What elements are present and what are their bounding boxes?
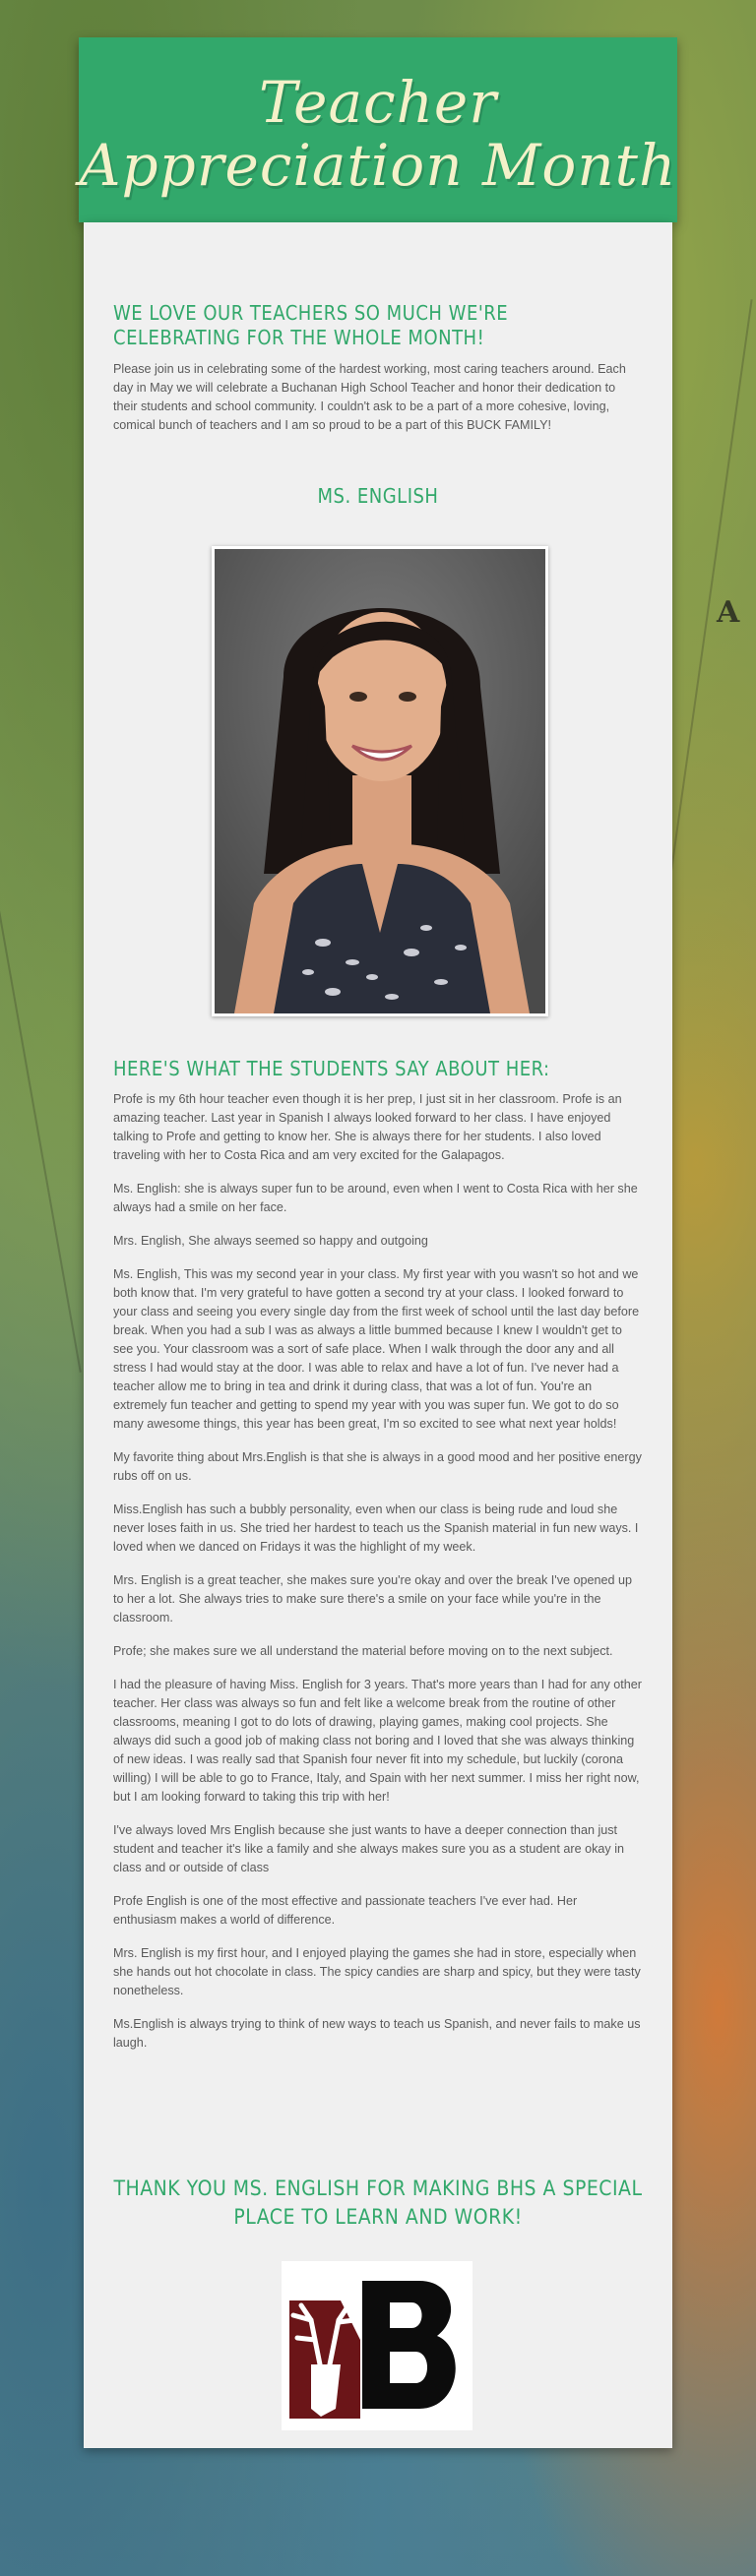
map-border-line <box>0 694 82 1373</box>
student-quote: Profe English is one of the most effective and passionate teachers I've ever had. Her enthusiasm makes a world of difference. <box>113 1894 578 1927</box>
map-letter: A <box>717 595 740 630</box>
student-quote: I had the pleasure of having Miss. English for 3 years. That's more years than I had for any other teacher. Her class was always so fun and felt like a welcome break from the routine of other classrooms, meaning I got to do lots of drawing, playing games, making cool projects. She always did such a good job of making class not boring and I loved that she was always thinking of new ideas. I was really sad that Spanish four never fit into my schedule, but luckily (corona willing) I will be able to go to France, Italy, and Spain with her next summer. I miss her right now, but I am looking forward to taking this trip with her! <box>113 1678 642 1804</box>
teacher-name: MS. ENGLISH <box>317 484 439 508</box>
content-card <box>84 222 672 2448</box>
student-quote: Profe is my 6th hour teacher even though it is her prep, I just sit in her classroom. Profe is an amazing teacher. Last year in Spanish I always looked forward to her class. I have enjoyed talking to Profe and getting to know her. She is always there for her students. I also loved traveling with her to Costa Rica and am very excited for the Galapagos. <box>113 1092 622 1162</box>
student-quote: Ms. English, This was my second year in your class. My first year with you wasn't so hot and we both know that. I'm very grateful to have gotten a second try at your class. I looked forward to your class and seeing you every single day from the first week of school until the last day before break. When you had a sub I was as always a little bummed because I knew I wouldn't get to see you. Your classroom was a sort of safe place. When I walk through the door any and all stress I had would stay at the door. I was able to relax and have a lot of fun. I've never had a teacher allow me to bring in tea and drink it during class, that was a lot of fun. You're an extremely fun teacher and getting to spend my year with you was super fun. We got to do so many awesome things, this year has been great, I'm so excited to see what next year holds! <box>113 1267 640 1431</box>
school-logo <box>282 2261 472 2430</box>
page-title <box>79 71 677 197</box>
deer-b-logo-icon <box>282 2261 472 2430</box>
students-heading: HERE'S WHAT THE STUDENTS SAY ABOUT HER: <box>113 1057 550 1080</box>
student-quote: Mrs. English is a great teacher, she makes sure you're okay and over the break I've opened up to her a lot. She always tries to make sure there's a smile on your face while you're in the classroom. <box>113 1573 633 1625</box>
student-quote: Profe; she makes sure we all understand the material before moving on to the next subject. <box>113 1644 613 1658</box>
student-quote: Mrs. English, She always seemed so happy and outgoing <box>113 1234 428 1248</box>
title-line-1: Teacher <box>259 69 497 136</box>
students-section <box>113 1057 643 2067</box>
closing-heading: THANK YOU MS. ENGLISH FOR MAKING BHS A SPECIAL PLACE TO LEARN AND WORK! <box>113 2177 643 2229</box>
teacher-photo <box>212 546 548 1016</box>
student-quote: Miss.English has such a bubbly personality, even when our class is being rude and loud she never loses faith in us. She tried her hardest to teach us the Spanish material in fun new ways. I loved when we danced on Fridays it was the highlight of my week. <box>113 1503 639 1554</box>
header-banner <box>79 37 677 222</box>
student-quote: My favorite thing about Mrs.English is that she is always in a good mood and her positive energy rubs off on us. <box>113 1450 642 1483</box>
student-quote: Ms. English: she is always super fun to be around, even when I went to Costa Rica with her she always had a smile on her face. <box>113 1182 638 1214</box>
portrait-illustration <box>215 549 545 1013</box>
title-line-2: Appreciation Month <box>79 132 677 199</box>
quotes-list <box>113 1090 643 2053</box>
intro-heading: WE LOVE OUR TEACHERS SO MUCH WE'RE CELEBRATING FOR THE WHOLE MONTH! <box>113 301 509 349</box>
student-quote: Mrs. English is my first hour, and I enjoyed playing the games she had in store, especially when she hands out hot chocolate in class. The spicy candies are sharp and spicy, but they were tasty nonetheless. <box>113 1946 641 1997</box>
student-quote: Ms.English is always trying to think of new ways to teach us Spanish, and never fails to make us laugh. <box>113 2017 641 2050</box>
intro-section <box>113 301 643 435</box>
intro-text: Please join us in celebrating some of the hardest working, most caring teachers around. Each day in May we will celebrate a Buchanan High School Teacher and honor their dedication to their students and school community. I couldn't ask to be a part of a more cohesive, loving, comical bunch of teachers and I am so proud to be a part of this BUCK FAMILY! <box>113 362 626 432</box>
student-quote: I've always loved Mrs English because she just wants to have a deeper connection than just student and teacher it's like a family and she always makes sure you as a student are okay in class and or outside of class <box>113 1823 625 1874</box>
